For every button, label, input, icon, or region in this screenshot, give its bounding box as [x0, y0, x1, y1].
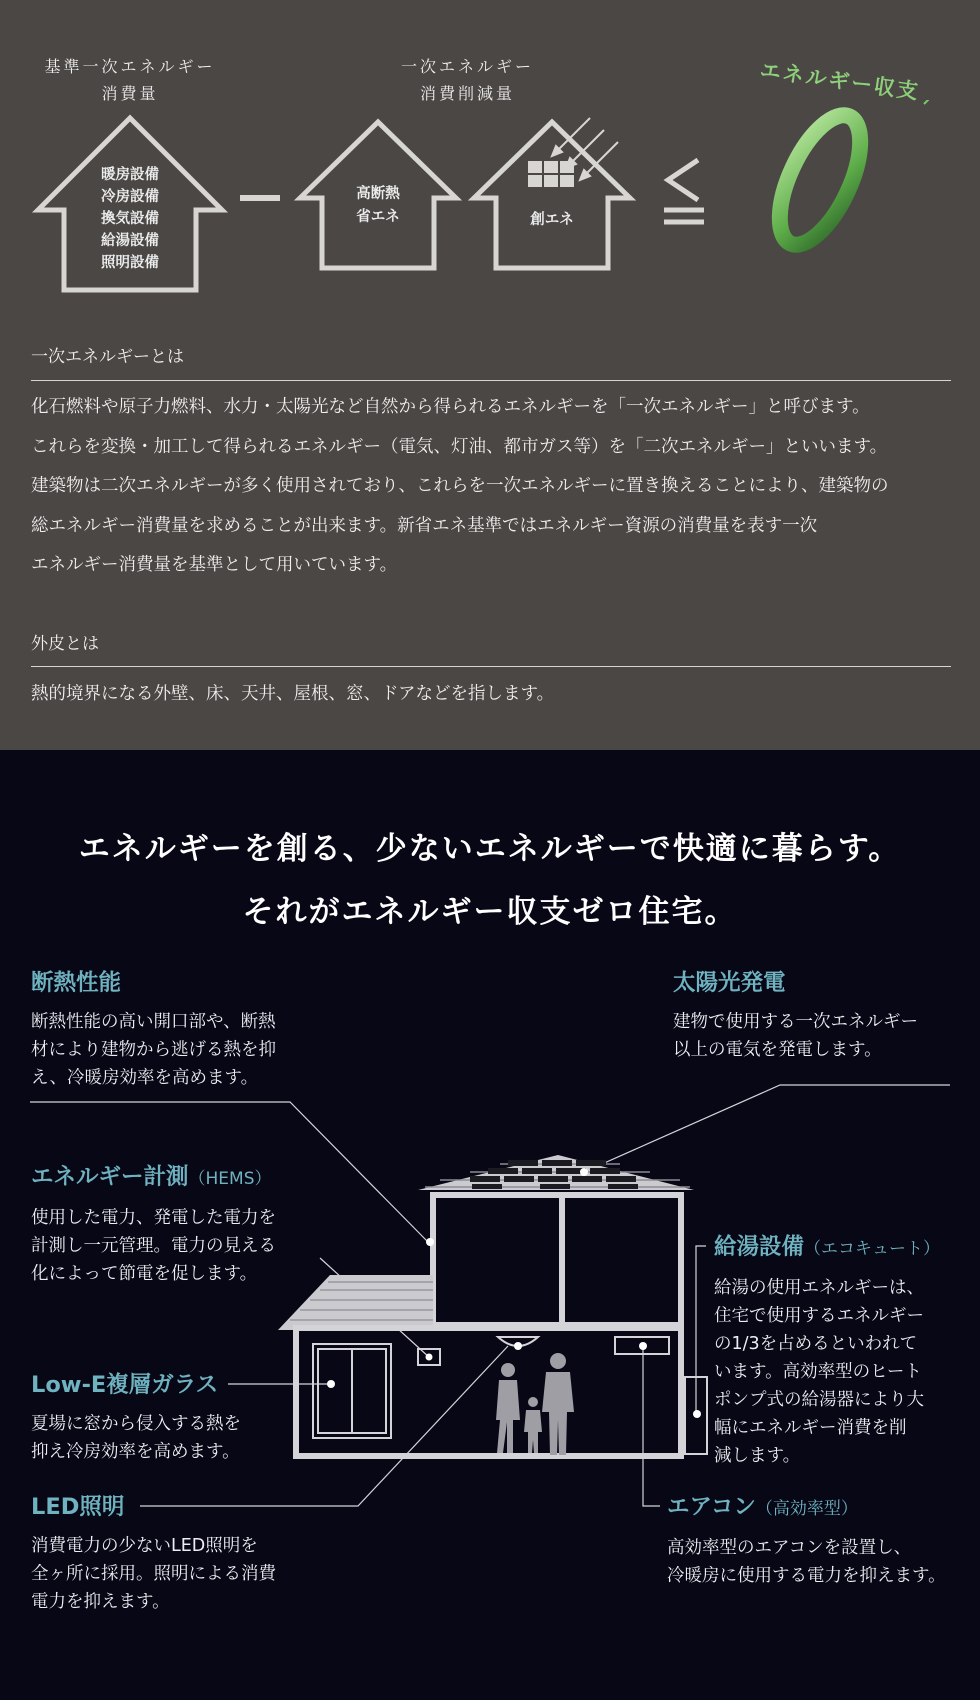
paragraph-line: 建築物は二次エネルギーが多く使用されており、これらを一次エネルギーに置き換えることにより、建築物の	[31, 476, 889, 496]
divider	[31, 380, 951, 381]
feature-led	[31, 1492, 276, 1616]
energy-formula-section	[0, 0, 980, 750]
lower-floor-icon	[296, 1328, 681, 1456]
roof-upper-icon	[418, 1155, 694, 1190]
feature-title-text: Low-E複層ガラス	[31, 1372, 219, 1398]
label-line: 消費削減量	[419, 84, 515, 103]
body-line: 減します。	[714, 1446, 801, 1466]
zeh-features-section	[0, 750, 980, 1700]
body-line: の1/3を占めるといわれて	[714, 1334, 918, 1354]
body-line: 消費電力の少ないLED照明を	[31, 1536, 258, 1556]
family-silhouette-icon	[496, 1353, 574, 1455]
definition-body	[31, 675, 554, 715]
headline-line-2: それがエネルギー収支ゼロ住宅。	[242, 894, 738, 930]
minus-sign-icon	[240, 195, 280, 201]
feature-lowe-glass	[31, 1370, 241, 1466]
body-line: 電力を抑えます。	[31, 1592, 170, 1612]
hems-marker-icon	[426, 1354, 433, 1361]
body-line: 材により建物から逃げる熱を抑	[31, 1040, 276, 1060]
house-outline-icon	[474, 122, 630, 268]
feature-solar	[673, 968, 918, 1064]
upper-floor-icon	[433, 1195, 681, 1325]
feature-title-text: LED照明	[31, 1494, 125, 1520]
body-line: 抑え冷房効率を高めます。	[31, 1442, 240, 1462]
feature-subtitle: （高効率型）	[755, 1499, 858, 1519]
feature-title	[31, 1370, 241, 1400]
standard-energy-label	[20, 53, 240, 107]
feature-insulation	[31, 968, 276, 1092]
feature-title-text: 断熱性能	[31, 970, 122, 996]
feature-title-text: 太陽光発電	[673, 970, 786, 996]
house2-label	[338, 183, 418, 229]
equipment-item: 照明設備	[101, 255, 159, 271]
window-icon	[313, 1344, 391, 1438]
aircon-marker-icon	[639, 1342, 647, 1350]
energy-balance-badge: エネルギー収支	[758, 57, 922, 105]
feature-title-text: エネルギー計測	[31, 1164, 189, 1190]
paragraph-line: 熱的境界になる外壁、床、天井、屋根、窓、ドアなどを指します。	[31, 684, 555, 704]
label-line: 省エネ	[356, 209, 400, 225]
feature-body	[673, 1008, 918, 1064]
paragraph-line: これらを変換・加工して得られるエネルギー（電気、灯油、都市ガス等）を「二次エネルギー」といいます。	[31, 436, 888, 457]
feature-body	[31, 1204, 276, 1288]
feature-body	[667, 1534, 946, 1590]
equipment-item: 換気設備	[101, 211, 159, 227]
solar-marker-icon	[580, 1168, 588, 1176]
definition-title: 一次エネルギーとは	[31, 347, 184, 367]
zero-glyph-icon	[763, 104, 877, 256]
paragraph-line: 総エネルギー消費量を求めることが出来ます。新省エネ基準ではエネルギー資源の消費量を表す一次	[31, 515, 818, 536]
body-line: 以上の電気を発電します。	[673, 1040, 882, 1060]
body-line: 住宅で使用するエネルギー	[714, 1306, 924, 1326]
label-line: 消費量	[101, 84, 159, 103]
window-marker-icon	[327, 1380, 335, 1388]
label-line: 一次エネルギー	[400, 57, 534, 76]
body-line: 計測し一元管理。電力の見える	[31, 1236, 276, 1256]
less-equal-icon	[664, 160, 704, 222]
feature-title	[31, 1492, 276, 1522]
feature-subtitle: （エコキュート）	[804, 1239, 941, 1259]
body-line: 夏場に窓から侵入する熱を	[31, 1414, 241, 1434]
feature-title	[673, 968, 918, 998]
paragraph-line: エネルギー消費量を基準として用いています。	[31, 555, 398, 575]
insulation-marker-icon	[426, 1238, 434, 1246]
feature-body	[31, 1532, 276, 1616]
house1-items	[90, 164, 170, 274]
body-line: 給湯の使用エネルギーは、	[714, 1278, 924, 1298]
definition-title: 外皮とは	[31, 634, 99, 654]
label-line: 高断熱	[356, 186, 400, 202]
feature-title	[667, 1492, 946, 1524]
label-line: 基準一次エネルギー	[44, 57, 216, 76]
equipment-item: 暖房設備	[101, 167, 159, 183]
body-line: 冷暖房に使用する電力を抑えます。	[667, 1566, 946, 1586]
body-line: 使用した電力、発電した電力を	[31, 1208, 276, 1228]
feature-title	[714, 1232, 940, 1264]
feature-subtitle: （HEMS）	[188, 1169, 272, 1189]
house3-label: 創エネ	[530, 212, 574, 228]
body-line: います。高効率型のヒート	[714, 1362, 922, 1382]
water-heater-marker-icon	[693, 1410, 701, 1418]
body-line: え、冷暖房効率を高めます。	[31, 1068, 259, 1088]
body-line: 断熱性能の高い開口部や、断熱	[31, 1012, 276, 1032]
feature-hems	[31, 1162, 276, 1288]
equipment-item: 冷房設備	[101, 189, 159, 205]
feature-water-heater	[714, 1232, 940, 1470]
feature-title-text: エアコン	[667, 1494, 756, 1520]
roof-lower-icon	[278, 1275, 433, 1330]
feature-title-text: 給湯設備	[714, 1234, 805, 1260]
feature-title	[31, 1162, 276, 1194]
divider	[31, 666, 951, 667]
body-line: ポンプ式の給湯器により大	[714, 1390, 924, 1410]
feature-body	[31, 1410, 241, 1466]
feature-aircon	[667, 1492, 946, 1590]
definition-body	[31, 388, 889, 586]
headline-line-1: エネルギーを創る、少ないエネルギーで快適に暮らす。	[78, 831, 902, 867]
body-line: 化によって節電を促します。	[31, 1264, 258, 1284]
feature-title	[31, 968, 276, 998]
body-line: 建物で使用する一次エネルギー	[673, 1012, 918, 1032]
feature-body	[31, 1008, 276, 1092]
body-line: 幅にエネルギー消費を削	[714, 1418, 907, 1438]
feature-body	[714, 1274, 940, 1470]
body-line: 全ヶ所に採用。照明による消費	[31, 1564, 276, 1584]
reduction-energy-label	[360, 53, 575, 107]
light-marker-icon	[514, 1342, 522, 1350]
equipment-item: 給湯設備	[101, 233, 159, 249]
paragraph-line: 化石燃料や原子力燃料、水力・太陽光など自然から得られるエネルギーを「一次エネルギー」と呼びます。	[31, 397, 870, 417]
body-line: 高効率型のエアコンを設置し、	[667, 1538, 912, 1558]
